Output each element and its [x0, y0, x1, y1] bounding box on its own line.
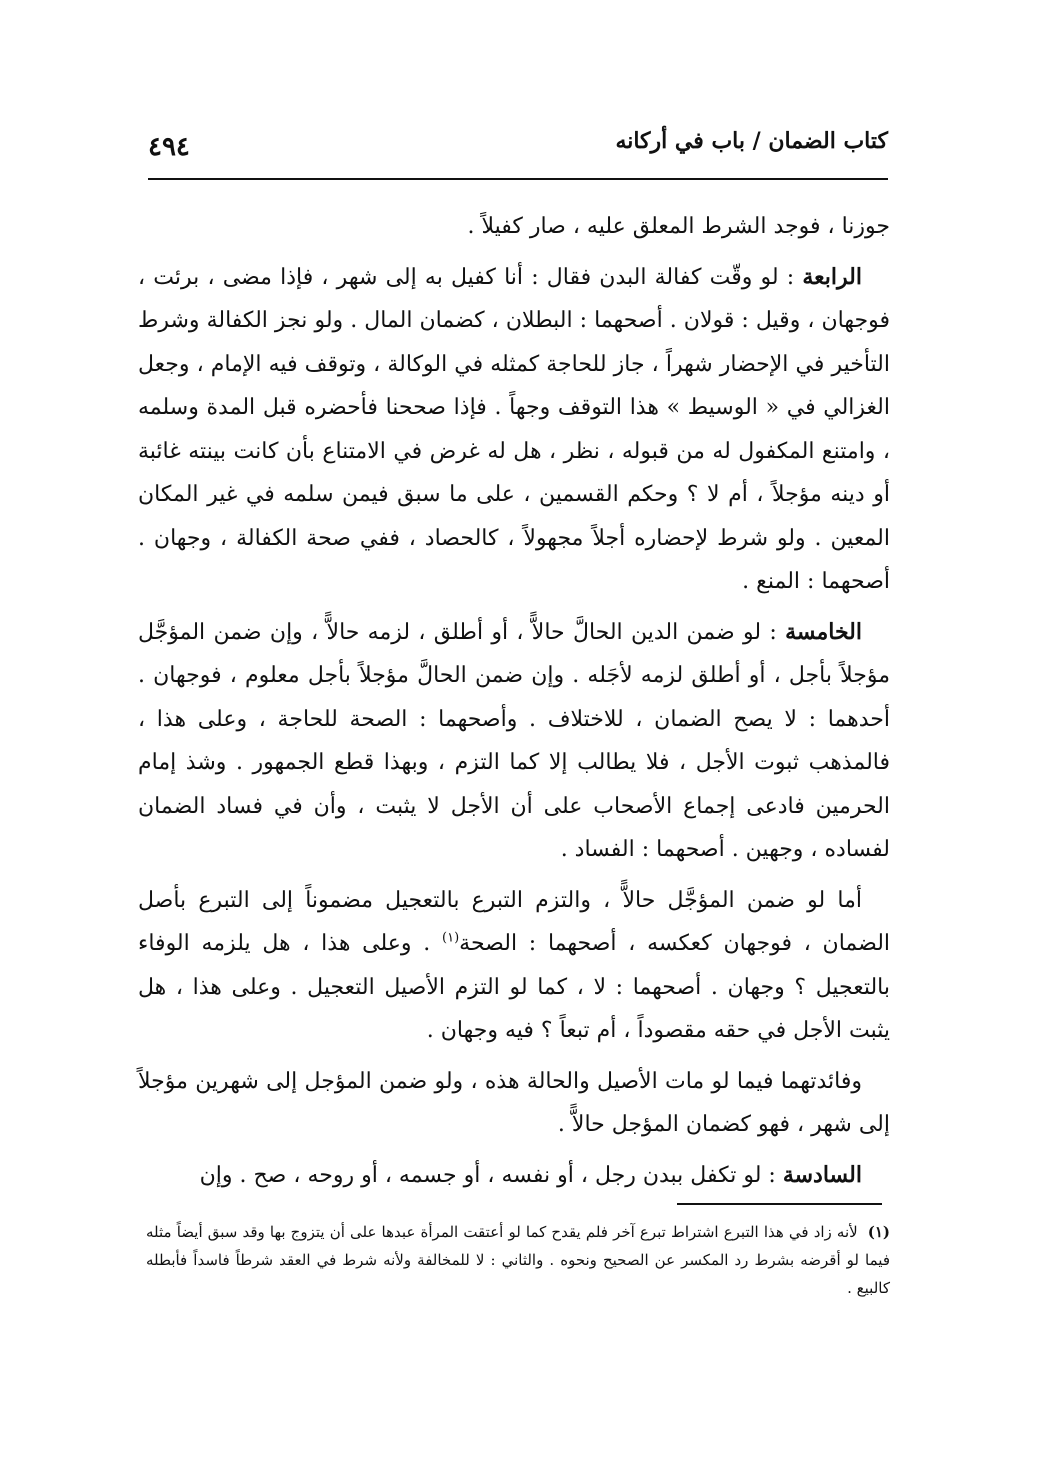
paragraph-text: : لو وقّت كفالة البدن فقال : أنا كفيل به إلى شهر ، فإذا مضى ، برئت ، فوجهان ، وقيل : قولان . أصحهما : البطلان ، كضمان المال . ولو نجز الكفالة وشرط التأخير في الإحضار شهراً ، جاز للحاجة كمثله في الوكالة ، وتوقف فيه الإمام ، وجعل الغزالي في « الوسيط » هذا التوقف وجهاً . فإذا صححنا فأحضره قبل المدة وسلمه ، وامتنع المكفول له من قبوله ، نظر ، هل له غرض في الامتناع بأن كانت بينته غائبة أو دينه مؤجلاً ، أم لا ؟ وحكم القسمين ، على ما سبق فيمن سلمه في غير المكان المعين . ولو شرط لإحضاره أجلاً مجهولاً ، كالحصاد ، ففي صحة الكفالة ، وجهان . أصحهما : المنع .	[138, 264, 890, 594]
paragraph-text: : لو تكفل ببدن رجل ، أو نفسه ، أو جسمه ، أو روحه ، صح . وإن	[199, 1162, 783, 1188]
footnote-text: لأنه زاد في هذا التبرع اشتراط تبرع آخر فلم يقدح كما لو أعتقت المرأة عبدها على أن يتزوج بها وقد سبق أيضاً مثله فيما لو أقرضه بشرط رد المكسر عن الصحيح ونحوه . والثاني : لا للمخالفة ولأنه شرط في العقد شرطاً فاسداً فأبطله كالبيع .	[146, 1223, 890, 1297]
footnote-rule	[677, 1203, 882, 1205]
paragraph-text: . وعلى هذا ، هل يلزمه الوفاء بالتعجيل ؟ وجهان . أصحهما : لا ، كما لو التزم الأصيل التعجيل . وعلى هذا ، هل يثبت الأجل في حقه مقصوداً ، أم تبعاً ؟ فيه وجهان .	[138, 931, 890, 1043]
footnote	[146, 1218, 890, 1302]
main-text	[138, 205, 890, 1197]
running-header	[148, 128, 888, 178]
paragraph-sixth	[138, 1154, 890, 1198]
section-heading: السادسة	[782, 1161, 862, 1188]
footnote-mark: (١)	[867, 1223, 890, 1241]
paragraph-fifth	[138, 611, 890, 872]
footnote-reference[interactable]: (١)	[442, 930, 460, 946]
paragraph-continuation	[138, 205, 890, 249]
paragraph-benefit	[138, 1060, 890, 1147]
paragraph-text: وفائدتهما فيما لو مات الأصيل والحالة هذه ، ولو ضمن المؤجل إلى شهرين مؤجلاً إلى شهر ، فهو كضمان المؤجل حالاًّ .	[138, 1068, 890, 1137]
paragraph-text: أما لو ضمن المؤجَّل حالاًّ ، والتزم التبرع بالتعجيل مضموناً إلى التبرع بأصل الضمان ، فوجهان كعكسه ، أصحهما : الصحة	[138, 887, 891, 956]
paragraph-text: : لو ضمن الدين الحالَّ حالاًّ ، أو أطلق ، لزمه حالاًّ ، وإن ضمن المؤجَّل مؤجلاً بأجل ، أو أطلق لزمه لأجَله . وإن ضمن الحالَّ مؤجلاً بأجل معلوم ، فوجهان . أحدهما : لا يصح الضمان ، للاختلاف . وأصحهما : الصحة للحاجة ، وعلى هذا ، فالمذهب ثبوت الأجل ، فلا يطالب إلا كما التزم ، وبهذا قطع الجمهور . وشذ إمام الحرمين فادعى إجماع الأصحاب على أن الأجل لا يثبت ، وأن في فساد الضمان لفساده ، وجهين . أصحهما : الفساد .	[138, 619, 890, 862]
paragraph-deferred-debt	[138, 879, 890, 1053]
page-number: ٤٩٤	[148, 132, 190, 162]
header-rule	[148, 178, 888, 180]
section-heading: الخامسة	[785, 618, 862, 645]
paragraph-fourth	[138, 256, 890, 604]
chapter-title: كتاب الضمان / باب في أركانه	[615, 128, 888, 154]
paragraph-text: جوزنا ، فوجد الشرط المعلق عليه ، صار كفيلاً .	[467, 214, 890, 239]
section-heading: الرابعة	[802, 263, 862, 290]
